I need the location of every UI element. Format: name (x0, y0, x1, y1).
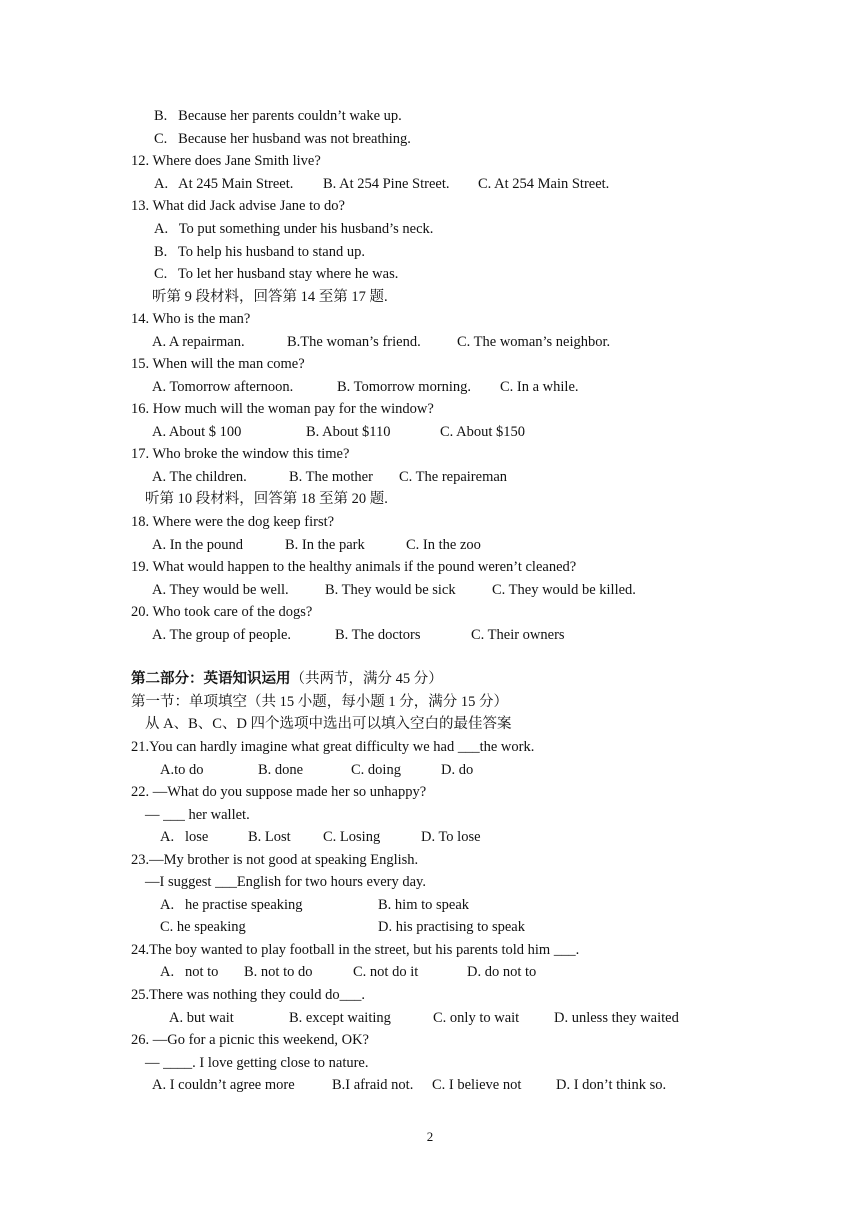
q17-option-b: B. The mother (289, 469, 373, 485)
q23-option-a: A. he practise speaking (160, 897, 303, 913)
q18-question: 18. Where were the dog keep first? (131, 514, 335, 530)
q14-option-b: B.The woman’s friend. (287, 334, 421, 350)
q24-option-c: C. not do it (353, 964, 419, 980)
q21-option-d: D. do (441, 762, 474, 778)
q15-question: 15. When will the man come? (131, 356, 305, 372)
q23-option-d: D. his practising to speak (378, 919, 525, 935)
q22-option-c: C. Losing (323, 829, 381, 845)
section-9-instruction: 听第 9 段材料，回答第 14 至第 17 题. (152, 289, 388, 305)
q24-option-a: A. not to (160, 964, 219, 980)
part2-heading (131, 670, 443, 688)
q19-question: 19. What would happen to the healthy animals if the pound weren’t cleaned? (131, 559, 577, 575)
part2-instruction: 从 A、B、C、D 四个选项中选出可以填入空白的最佳答案 (145, 716, 512, 732)
q25-option-d: D. unless they waited (554, 1010, 679, 1026)
q26-response: — ____. I love getting close to nature. (145, 1055, 369, 1071)
q26-option-a: A. I couldn’t agree more (152, 1077, 295, 1093)
q11-option-c: C. Because her husband was not breathing. (154, 131, 411, 147)
q16-option-b: B. About $110 (306, 424, 391, 440)
section-10-instruction: 听第 10 段材料，回答第 18 至第 20 题. (145, 491, 388, 507)
q25-option-a: A. but wait (169, 1010, 234, 1026)
q16-question: 16. How much will the woman pay for the window? (131, 401, 434, 417)
q16-option-a: A. About $ 100 (152, 424, 242, 440)
q26-question: 26. —Go for a picnic this weekend, OK? (131, 1032, 369, 1048)
q19-option-b: B. They would be sick (325, 582, 456, 598)
q22-option-a: A. lose (160, 829, 209, 845)
q24-question: 24.The boy wanted to play football in the street, but his parents told him ___. (131, 942, 580, 958)
q18-option-c: C. In the zoo (406, 537, 481, 553)
q22-option-b: B. Lost (248, 829, 291, 845)
q22-question: 22. —What do you suppose made her so unhappy? (131, 784, 427, 800)
q17-option-a: A. The children. (152, 469, 247, 485)
q14-option-c: C. The woman’s neighbor. (457, 334, 611, 350)
q21-option-c: C. doing (351, 762, 401, 778)
q23-question: 23.—My brother is not good at speaking English. (131, 852, 419, 868)
part2-section1-heading: 第一节：单项填空（共 15 小题，每小题 1 分，满分 15 分） (131, 694, 508, 710)
q25-option-b: B. except waiting (289, 1010, 391, 1026)
q25-question: 25.There was nothing they could do___. (131, 987, 365, 1003)
q22-option-d: D. To lose (421, 829, 481, 845)
page-number: 2 (426, 1129, 434, 1144)
q12-option-a: A. At 245 Main Street. (154, 176, 294, 192)
q14-option-a: A. A repairman. (152, 334, 245, 350)
part2-heading-bold: 第二部分：英语知识运用 (131, 671, 291, 687)
q18-option-b: B. In the park (285, 537, 365, 553)
q23-option-b: B. him to speak (378, 897, 470, 913)
q22-response: — ___ her wallet. (145, 807, 250, 823)
q21-option-b: B. done (258, 762, 304, 778)
q19-option-a: A. They would be well. (152, 582, 289, 598)
q16-option-c: C. About $150 (440, 424, 525, 440)
q26-option-b: B.I afraid not. (332, 1077, 414, 1093)
q17-question: 17. Who broke the window this time? (131, 446, 350, 462)
q13-option-a: A. To put something under his husband’s neck. (154, 221, 434, 237)
q25-option-c: C. only to wait (433, 1010, 520, 1026)
q21-question: 21.You can hardly imagine what great difficulty we had ___the work. (131, 739, 535, 755)
q12-question: 12. Where does Jane Smith live? (131, 153, 321, 169)
q13-option-b: B. To help his husband to stand up. (154, 244, 365, 260)
q24-option-d: D. do not to (467, 964, 537, 980)
q20-option-c: C. Their owners (471, 627, 565, 643)
q21-option-a: A.to do (160, 762, 204, 778)
q19-option-c: C. They would be killed. (492, 582, 636, 598)
q20-option-b: B. The doctors (335, 627, 421, 643)
q15-option-b: B. Tomorrow morning. (337, 379, 472, 395)
q20-option-a: A. The group of people. (152, 627, 292, 643)
q14-question: 14. Who is the man? (131, 311, 251, 327)
q24-option-b: B. not to do (244, 964, 313, 980)
q12-option-b: B. At 254 Pine Street. (323, 176, 450, 192)
q18-option-a: A. In the pound (152, 537, 244, 553)
q15-option-a: A. Tomorrow afternoon. (152, 379, 294, 395)
q23-response: —I suggest ___English for two hours every day. (145, 874, 426, 890)
q15-option-c: C. In a while. (500, 379, 579, 395)
q13-option-c: C. To let her husband stay where he was. (154, 266, 399, 282)
q26-option-d: D. I don’t think so. (556, 1077, 667, 1093)
part2-heading-note: （共两节，满分 45 分） (290, 671, 443, 687)
q12-option-c: C. At 254 Main Street. (478, 176, 610, 192)
q20-question: 20. Who took care of the dogs? (131, 604, 313, 620)
q11-option-b: B. Because her parents couldn’t wake up. (154, 108, 402, 124)
q26-option-c: C. I believe not (432, 1077, 522, 1093)
q13-question: 13. What did Jack advise Jane to do? (131, 198, 345, 214)
q23-option-c: C. he speaking (160, 919, 246, 935)
q17-option-c: C. The repaireman (399, 469, 508, 485)
